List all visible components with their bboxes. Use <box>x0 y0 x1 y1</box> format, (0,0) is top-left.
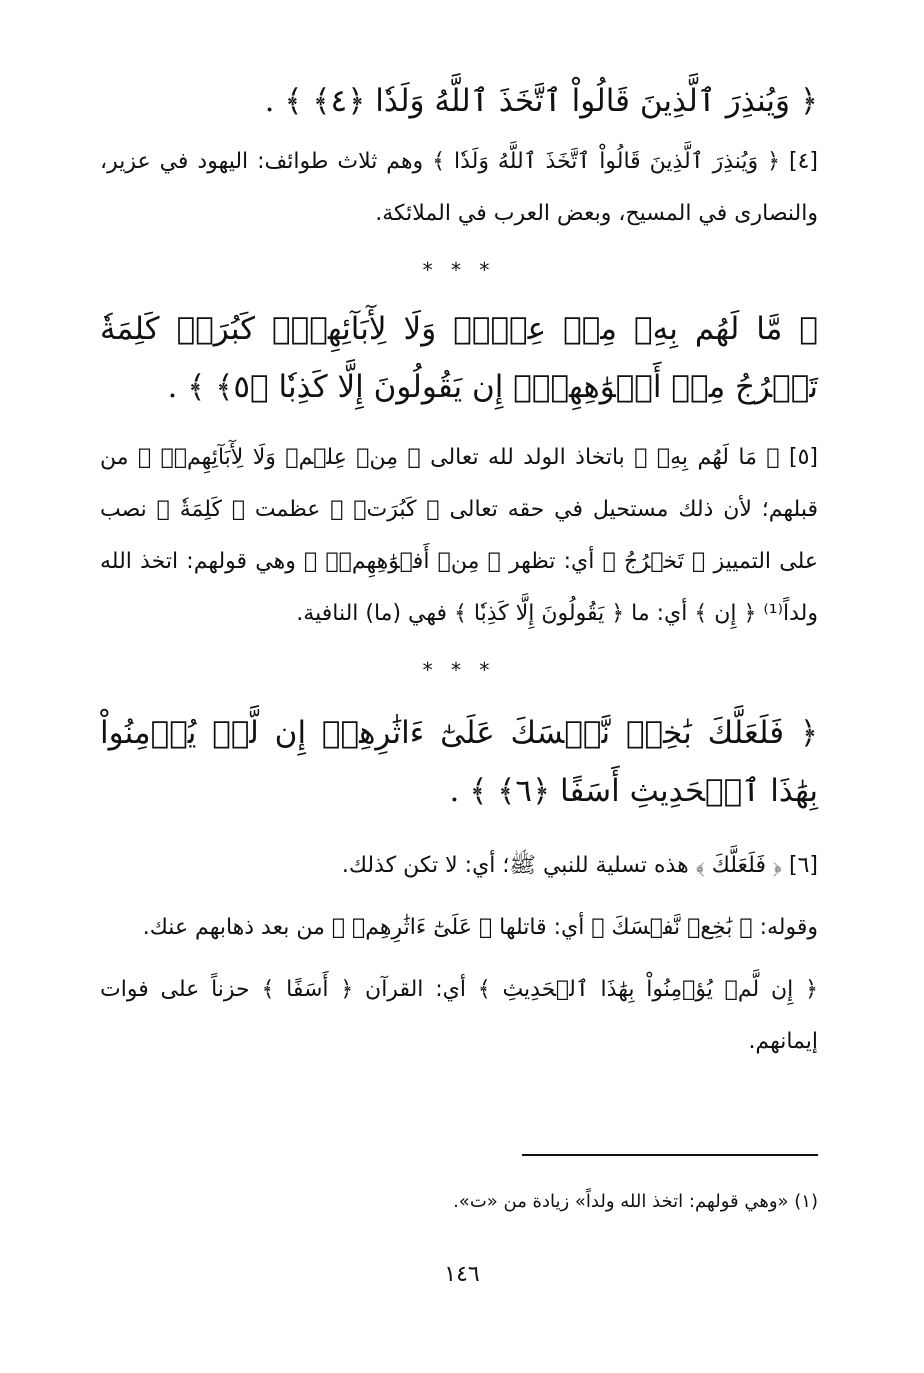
commentary-6-nafsak: وقوله: ﴿ بَٰخِعٞ نَّفۡسَكَ ﴾ أي: قاتلها ﴿ عَلَىٰٓ ءَاثَٰرِهِمۡ ﴾ من بعد ذهابهم عنك. <box>142 915 818 940</box>
verse-6: ﴿ فَلَعَلَّكَ بَٰخِعٞ نَّفۡسَكَ عَلَىٰٓ ءَاثَٰرِهِمۡ إِن لَّمۡ يُؤۡمِنُواْ بِهَٰذَا ٱلۡحَدِيثِ أَسَفًا ﴿٦﴾ ﴾ . <box>100 715 818 809</box>
footnote: (١) «وهي قولهم: اتخذ الله ولداً» زيادة من «ت». <box>453 1191 818 1212</box>
commentary-4: [٤] ﴿ وَيُنذِرَ ٱلَّذِينَ قَالُواْ ٱتَّخَذَ ٱللَّهُ وَلَدٗا ﴾ وهم ثلاث طوائف: اليهود في عزير، والنصارى في المسيح، وبعض العرب في الملائكة. <box>100 149 818 226</box>
commentary-6-intro: [٦] ﴿ فَلَعَلَّكَ ﴾ هذه تسلية للنبي ﷺ؛ أي: لا تكن كذلك. <box>341 853 818 878</box>
verse-5: ﴿ مَّا لَهُم بِهِۦ مِنۡ عِلۡمٖ وَلَا لِأٓبَآئِهِمۡۚ كَبُرَتۡ كَلِمَةٗ تَخۡرُجُ مِنۡ أَفۡوَٰهِهِمۡۚ إِن يَقُولُونَ إِلَّا كَذِبٗا ﴿٥﴾ ﴾ . <box>100 311 818 405</box>
page-number: ١٤٦ <box>444 1262 480 1287</box>
section-separator-2: * * * <box>422 658 496 682</box>
section-separator-1: * * * <box>422 258 496 282</box>
commentary-6-asafa: ﴿ إِن لَّمۡ يُؤۡمِنُواْ بِهَٰذَا ٱلۡحَدِيثِ ﴾ أي: القرآن ﴿ أَسَفًا ﴾ حزناً على فوات إيمانهم. <box>100 977 818 1054</box>
verse-4: ﴿ وَيُنذِرَ ٱلَّذِينَ قَالُواْ ٱتَّخَذَ ٱللَّهُ وَلَدٗا ﴿٤﴾ ﴾ . <box>264 83 818 119</box>
commentary-5: [٥] ﴿ مَا لَهُم بِهِۦ ﴾ باتخاذ الولد لله تعالى ﴿ مِنۡ عِلۡمٖ وَلَا لِأٓبَآئِهِمۡۚ ﴾ من قبلهم؛ لأن ذلك مستحيل في حقه تعالى ﴿ كَبُرَتۡ ﴾ عظمت ﴿ كَلِمَةٗ ﴾ نصب على التمييز ﴿ تَخۡرُجُ ﴾ أي: تظهر ﴿ مِنۡ أَفۡوَٰهِهِمۡۚ ﴾ وهي قولهم: اتخذ الله ولداً⁽¹⁾ ﴿ إِن ﴾ أي: ما ﴿ يَقُولُونَ إِلَّا كَذِبٗا ﴾ فهي (ما) النافية. <box>100 445 818 626</box>
footnote-divider <box>522 1154 818 1156</box>
